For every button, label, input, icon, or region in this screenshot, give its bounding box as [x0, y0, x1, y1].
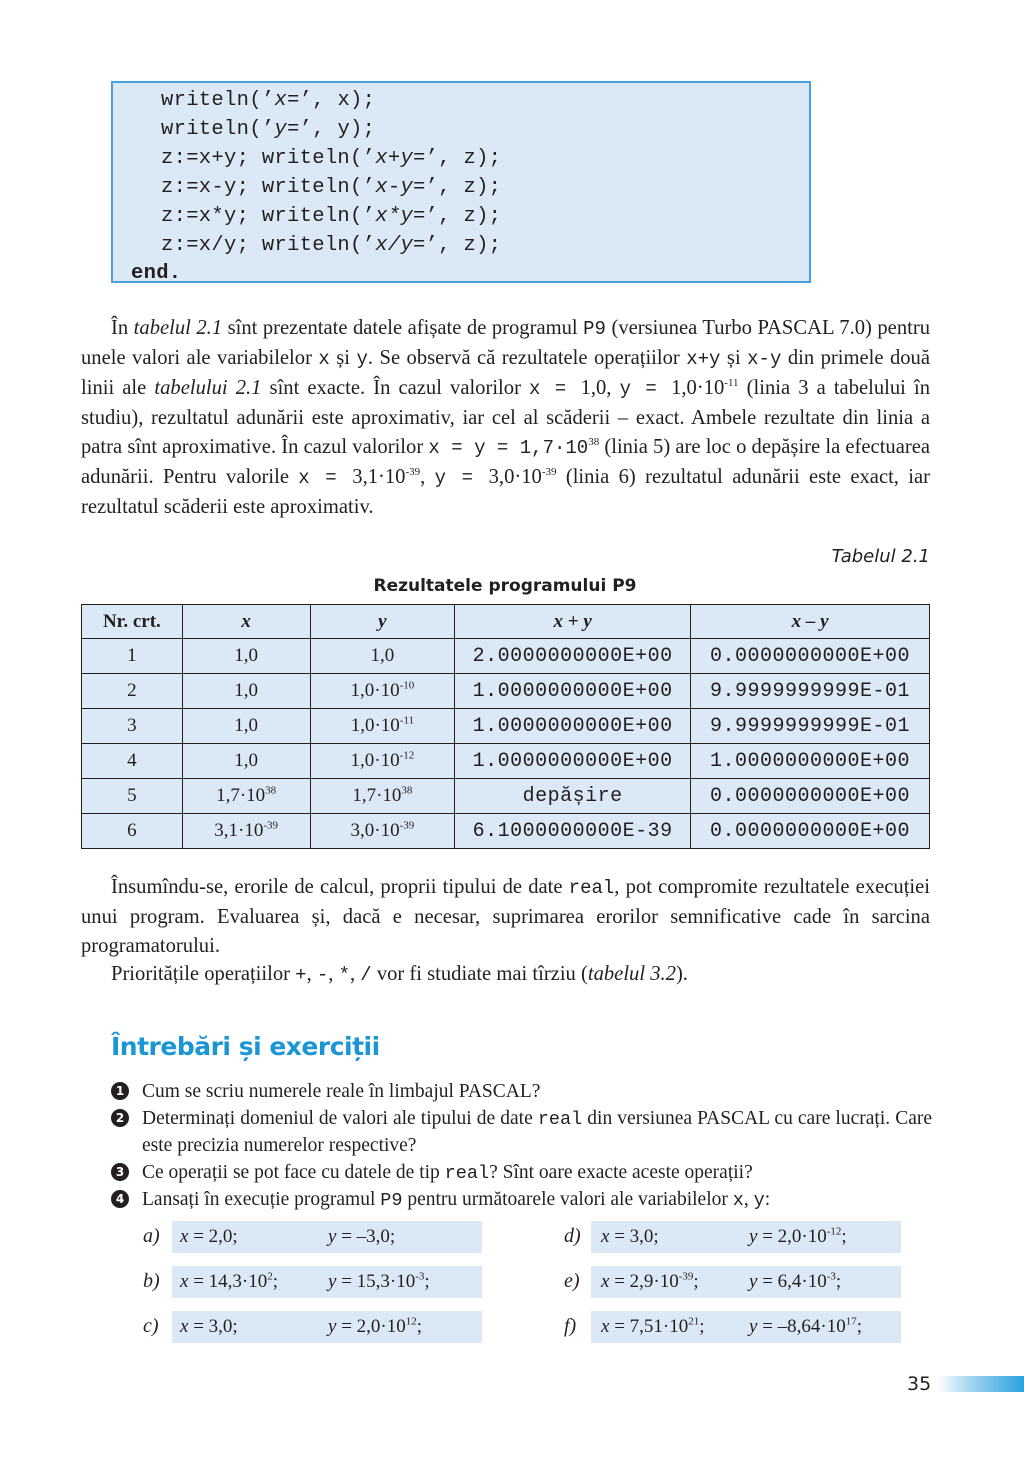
equals: = — [757, 1316, 778, 1337]
cell-nr: 2 — [82, 674, 183, 709]
exponent: -39 — [405, 466, 421, 479]
var-x: x — [318, 348, 330, 370]
text: Lansați în execuție programul — [142, 1189, 381, 1210]
y-value: 1,0·10 — [350, 680, 400, 701]
cell-x — [182, 744, 310, 779]
exercise-values — [591, 1266, 901, 1298]
var-x: x — [732, 1190, 744, 1211]
x-exponent: 2 — [267, 1270, 273, 1283]
cell-nr: 1 — [82, 639, 183, 674]
header-x: x — [182, 605, 310, 639]
code-line: z:=x-y; writeln(’x-y=’, z); — [161, 176, 502, 199]
semicolon: ; — [424, 1271, 430, 1292]
exercise-values — [172, 1221, 482, 1253]
table-row — [82, 814, 930, 849]
text: vor fi studiate mai tîrziu ( — [371, 963, 588, 985]
exercise-values — [591, 1221, 901, 1253]
exercise-label: b) — [143, 1270, 160, 1292]
var-y: y — [753, 1190, 765, 1211]
text: , — [743, 1189, 754, 1210]
semicolon: ; — [232, 1226, 238, 1247]
equals: = — [757, 1271, 778, 1292]
x-value: 3,0 — [208, 1316, 233, 1337]
y-exponent: 38 — [401, 784, 413, 797]
text: : — [764, 1189, 771, 1210]
question-number: 2 — [111, 1109, 129, 1127]
exercise-label: e) — [564, 1270, 580, 1292]
y-assignment — [328, 1311, 422, 1343]
x-value: 1,7·10 — [216, 785, 266, 806]
x-value: 3,1·10 — [214, 820, 264, 841]
y-symbol: y — [328, 1226, 337, 1247]
expr-sum: x+y — [686, 348, 721, 370]
cell-x — [182, 709, 310, 744]
y-value: 6,4·10 — [777, 1271, 827, 1292]
x-value: 7,51·10 — [629, 1316, 689, 1337]
code-end: end. — [131, 262, 182, 285]
cell-x — [182, 814, 310, 849]
type-real: real — [568, 877, 615, 899]
y-value: –8,64·10 — [777, 1316, 846, 1337]
table-title: Rezultatele programului P9 — [373, 576, 637, 596]
text: , — [420, 466, 435, 488]
code-line: z:=x/y; writeln(’x/y=’, z); — [161, 234, 502, 257]
page-number: 35 — [907, 1373, 932, 1395]
y-value: 15,3·10 — [356, 1271, 416, 1292]
header-diff: x – y — [691, 605, 930, 639]
cell-sum: 1.0000000000E+00 — [455, 709, 691, 744]
table-caption: Tabelul 2.1 — [831, 546, 930, 567]
program-name: P9 — [583, 318, 606, 340]
cell-diff: 0.0000000000E+00 — [691, 639, 930, 674]
code-text: x = — [298, 467, 353, 489]
operator: * — [338, 964, 350, 986]
text: (linia 6) rezultatul adunării este exact, iar rezultatul scăderii este aproximativ. — [81, 466, 931, 518]
operator: + — [295, 964, 307, 986]
text: pentru următoarele valori ale variabilelor — [402, 1189, 733, 1210]
text: Prioritățile operațiilor — [111, 963, 296, 985]
text: (linia 3 a tabelului în studiu), rezultatul adunării este aproximativ, iar cel al scăderii – exact. Ambele rezultate din linia a patra sînt aproximative. În cazul valorilor — [81, 377, 931, 458]
question-number: 4 — [111, 1190, 129, 1208]
x-value: 2,9·10 — [629, 1271, 679, 1292]
code-text: x = — [529, 378, 581, 400]
y-symbol: y — [749, 1226, 758, 1247]
x-value: 1,0 — [234, 680, 258, 701]
equals: = — [188, 1271, 209, 1292]
cell-sum: 1.0000000000E+00 — [455, 744, 691, 779]
y-exponent: -11 — [399, 714, 415, 727]
cell-y — [310, 674, 455, 709]
paragraph-priorities — [81, 960, 930, 990]
text: sînt exacte. În cazul valorilor — [261, 377, 530, 399]
text: ). — [675, 963, 688, 985]
question-text — [142, 1079, 932, 1105]
text: din versiunea PASCAL cu care lucrați. Care este precizia numerelor respective? — [142, 1108, 932, 1156]
header-nr: Nr. crt. — [82, 605, 183, 639]
y-assignment — [328, 1221, 395, 1253]
exercise-label: c) — [143, 1315, 159, 1337]
exponent: 38 — [588, 436, 600, 449]
cell-sum: 2.0000000000E+00 — [455, 639, 691, 674]
x-symbol: x — [180, 1226, 189, 1247]
x-value: 3,0 — [629, 1226, 654, 1247]
table-row — [82, 779, 930, 814]
section-heading: Întrebări și exerciții — [111, 1032, 380, 1061]
cell-diff: 0.0000000000E+00 — [691, 779, 930, 814]
y-exponent: 17 — [845, 1315, 857, 1328]
text: , — [349, 963, 361, 985]
semicolon: ; — [232, 1316, 238, 1337]
results-table — [81, 604, 930, 849]
cell-y — [310, 709, 455, 744]
y-assignment — [749, 1221, 847, 1253]
operator: - — [316, 964, 329, 986]
x-exponent: 21 — [688, 1315, 700, 1328]
exponent: -11 — [724, 377, 739, 390]
y-exponent: -12 — [826, 1225, 842, 1238]
x-value: 1,0 — [234, 645, 258, 666]
y-symbol: y — [749, 1316, 758, 1337]
type-real: real — [537, 1109, 583, 1130]
question-number: 3 — [111, 1163, 129, 1181]
cell-x — [182, 779, 310, 814]
cell-nr: 3 — [82, 709, 183, 744]
table-reference: tabelul 2.1 — [133, 317, 223, 339]
table-row — [82, 674, 930, 709]
semicolon: ; — [693, 1271, 699, 1292]
x-value: 1,0 — [234, 715, 258, 736]
semicolon: ; — [841, 1226, 847, 1247]
page-number-bar — [937, 1376, 1024, 1392]
equals: = — [188, 1316, 209, 1337]
paragraph-intro — [81, 314, 930, 522]
x-symbol: x — [601, 1226, 610, 1247]
text: Însumîndu-se, erorile de calcul, proprii tipului de date — [111, 876, 569, 898]
x-value: 14,3·10 — [208, 1271, 268, 1292]
cell-diff: 0.0000000000E+00 — [691, 814, 930, 849]
y-assignment — [749, 1311, 862, 1343]
y-value: 2,0·10 — [777, 1226, 827, 1247]
equals: = — [757, 1226, 778, 1247]
text: Ce operații se pot face cu datele de tip — [142, 1162, 445, 1183]
equals: = — [609, 1271, 630, 1292]
y-value: 1,0·10 — [350, 750, 400, 771]
text: și — [720, 347, 748, 369]
table-row — [82, 709, 930, 744]
code-text: y = — [434, 467, 489, 489]
equals: = — [336, 1226, 357, 1247]
semicolon: ; — [699, 1316, 705, 1337]
semicolon: ; — [389, 1226, 396, 1247]
cell-sum: 1.0000000000E+00 — [455, 674, 691, 709]
semicolon: ; — [416, 1316, 423, 1337]
program-name: P9 — [380, 1190, 403, 1211]
text: . Se observă că rezultatele operațiilor — [367, 347, 687, 369]
y-value: –3,0 — [356, 1226, 390, 1247]
cell-sum: 6.1000000000E-39 — [455, 814, 691, 849]
x-symbol: x — [180, 1316, 189, 1337]
question-text — [142, 1187, 932, 1214]
text: (linia 5) are loc o depășire la efectuarea adunării. Pentru valorile — [81, 436, 930, 488]
code-text: x = y = 1,7·10 — [428, 437, 589, 459]
y-symbol: y — [749, 1271, 758, 1292]
cell-diff: 9.9999999999E-01 — [691, 674, 930, 709]
operator: / — [360, 964, 372, 986]
equals: = — [336, 1271, 357, 1292]
y-exponent: -39 — [399, 819, 415, 832]
exercise-values — [172, 1266, 482, 1298]
question-number: 1 — [111, 1082, 129, 1100]
text: (versiunea Turbo PASCAL 7.0) pentru unele valori ale variabilelor — [81, 317, 930, 369]
exercise-values — [172, 1311, 482, 1343]
x-assignment — [180, 1311, 238, 1343]
header-sum: x + y — [455, 605, 691, 639]
equals: = — [609, 1226, 630, 1247]
text: Determinați domeniul de valori ale tipului de date — [142, 1108, 538, 1129]
x-symbol: x — [180, 1271, 189, 1292]
type-real: real — [444, 1163, 490, 1184]
code-text: y = — [619, 378, 672, 400]
x-assignment — [180, 1221, 238, 1253]
equals: = — [188, 1226, 209, 1247]
x-value: 1,0 — [234, 750, 258, 771]
text: 3,0·10 — [488, 466, 542, 488]
paragraph-errors — [81, 873, 930, 961]
exponent: -39 — [541, 466, 557, 479]
table-row — [82, 744, 930, 779]
text: din primele două linii ale — [81, 347, 930, 399]
table-reference: tabelului 2.1 — [154, 377, 262, 399]
code-line: z:=x*y; writeln(’x*y=’, z); — [161, 205, 502, 228]
header-y: y — [310, 605, 455, 639]
exercise-label: a) — [143, 1225, 160, 1247]
text: sînt prezentate datele afișate de programul — [222, 317, 584, 339]
cell-y — [310, 639, 455, 674]
code-line: writeln(’y=’, y); — [161, 118, 376, 141]
text: , — [306, 963, 317, 985]
text: 1,0·10 — [671, 377, 725, 399]
x-exponent: -39 — [263, 819, 278, 832]
code-line: writeln(’x=’, x); — [161, 89, 376, 112]
cell-nr: 6 — [82, 814, 183, 849]
x-assignment — [180, 1266, 278, 1298]
code-listing — [111, 81, 811, 283]
var-y: y — [356, 348, 368, 370]
text: Cum se scriu numerele reale în limbajul PASCAL? — [142, 1081, 541, 1102]
y-symbol: y — [328, 1271, 337, 1292]
text: 3,1·10 — [352, 466, 406, 488]
x-value: 2,0 — [208, 1226, 233, 1247]
x-symbol: x — [601, 1316, 610, 1337]
text: , pot compromite rezultatele execuției unui program. Evaluarea și, dacă e necesar, suprimarea erorilor semnificative cade în sarcina programatorului. — [81, 876, 930, 957]
cell-x — [182, 674, 310, 709]
semicolon: ; — [856, 1316, 863, 1337]
text: , — [328, 963, 339, 985]
equals: = — [336, 1316, 357, 1337]
text: În — [111, 317, 134, 339]
cell-y — [310, 814, 455, 849]
y-assignment — [749, 1266, 841, 1298]
y-value: 1,0 — [370, 645, 395, 666]
text: și — [329, 347, 357, 369]
x-assignment — [601, 1221, 659, 1253]
x-assignment — [601, 1266, 699, 1298]
y-exponent: 12 — [405, 1315, 417, 1328]
semicolon: ; — [653, 1226, 659, 1247]
semicolon: ; — [835, 1271, 842, 1292]
text: ? Sînt oare exacte aceste operații? — [489, 1162, 753, 1183]
x-exponent: -39 — [678, 1270, 694, 1283]
cell-sum: depășire — [455, 779, 691, 814]
y-value: 2,0·10 — [356, 1316, 406, 1337]
x-symbol: x — [601, 1271, 610, 1292]
cell-x — [182, 639, 310, 674]
y-value: 3,0·10 — [350, 820, 400, 841]
question-text — [142, 1160, 932, 1187]
exercise-label: f) — [564, 1315, 577, 1337]
y-value: 1,0·10 — [350, 715, 400, 736]
table-header-row — [82, 605, 930, 639]
cell-y — [310, 744, 455, 779]
text: 1,0, — [580, 377, 620, 399]
table-row — [82, 639, 930, 674]
x-exponent: 38 — [265, 784, 277, 797]
expr-diff: x-y — [747, 348, 782, 370]
y-exponent: -12 — [399, 749, 415, 762]
cell-diff: 1.0000000000E+00 — [691, 744, 930, 779]
code-line: z:=x+y; writeln(’x+y=’, z); — [161, 147, 502, 170]
y-exponent: -3 — [826, 1270, 836, 1283]
y-exponent: -10 — [399, 679, 415, 692]
exercise-values — [591, 1311, 901, 1343]
y-exponent: -3 — [415, 1270, 425, 1283]
question-text — [142, 1106, 932, 1159]
cell-nr: 4 — [82, 744, 183, 779]
semicolon: ; — [272, 1271, 279, 1292]
y-value: 1,7·10 — [352, 785, 402, 806]
cell-y — [310, 779, 455, 814]
cell-nr: 5 — [82, 779, 183, 814]
table-reference: tabelul 3.2 — [587, 963, 676, 985]
equals: = — [609, 1316, 630, 1337]
x-assignment — [601, 1311, 705, 1343]
exercise-label: d) — [564, 1225, 581, 1247]
y-symbol: y — [328, 1316, 337, 1337]
y-assignment — [328, 1266, 430, 1298]
cell-diff: 9.9999999999E-01 — [691, 709, 930, 744]
